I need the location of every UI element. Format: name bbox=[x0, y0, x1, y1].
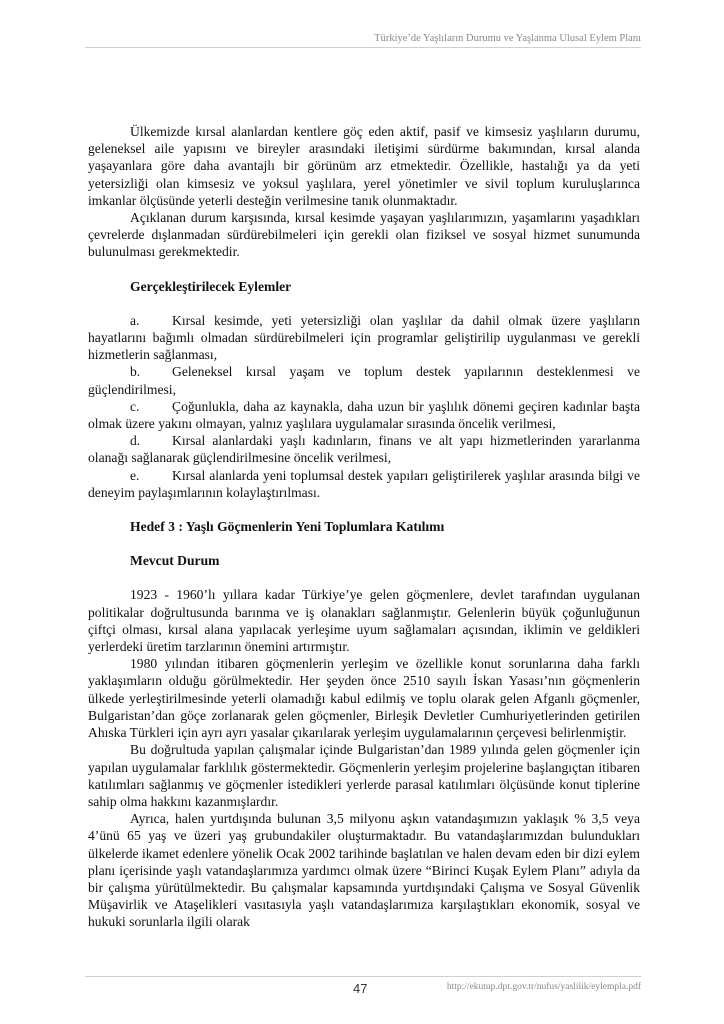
section-heading-actions: Gerçekleştirilecek Eylemler bbox=[130, 278, 292, 294]
paragraph: Ayrıca, halen yurtdışında bulunan 3,5 milyonu aşkın vatandaşımızın yaklaşık % 3,5 veya 4’ünü 65 yaş ve üzeri yaş grubundakiler oluşturmaktadır. Bu vatandaşlarımızdan bulundukları ülkelerde ikamet edenlere yönelik Ocak 2002 tarihinde başlatılan ve halen devam eden bir dizi eylem planı içerisinde yaşlı vatandaşlarımıza yardımcı olmak üzere “Birinci Kuşak Eylem Planı” adıyla da bir çalışma yürütülmektedir. Bu çalışmalar kapsamında yurtdışındaki Çalışma ve Sosyal Güvenlik Müşavirlik ve Ataşelikleri vasıtasıyla yaşlı vatandaşlarımıza karşılaştıkları ekonomik, sosyal ve hukuki sorunlarla ilgili olarak bbox=[88, 811, 640, 930]
paragraph: Bu doğrultuda yapılan çalışmalar içinde Bulgaristan’dan 1989 yılında gelen göçmenler için yapılan uygulamalar farklılık göstermektedir. Göçmenlerin yerleşim projelerine başlangıçtan itibaren katılımları sağlanmış ve göçmenler istedikleri yerlerde parasal katılımları ölçüsünde konut tiplerine sahip olma hakkını kazanmışlardır. bbox=[88, 742, 640, 809]
paragraph: Açıklanan durum karşısında, kırsal kesimde yaşayan yaşlılarımızın, yaşamlarını yaşadıkları çevrelerde dışlanmadan sürdürebilmeleri için gerekli olan fiziksel ve sosyal hizmet sunumunda bulunulması gerekmektedir. bbox=[88, 210, 640, 260]
action-label: e. bbox=[130, 467, 140, 483]
action-label: a. bbox=[130, 312, 140, 328]
section-heading-goal: Hedef 3 : Yaşlı Göçmenlerin Yeni Toplumlara Katılımı bbox=[130, 519, 445, 535]
action-text: Geleneksel kırsal yaşam ve toplum destek yapılarının desteklenmesi ve güçlendirilmesi, bbox=[88, 364, 640, 397]
page-number: 47 bbox=[353, 981, 368, 996]
document-title: Türkiye’de Yaşlıların Durumu ve Yaşlanma Ulusal Eylem Planı bbox=[374, 33, 641, 44]
action-item bbox=[88, 363, 640, 397]
action-text: Kırsal alanlarda yeni toplumsal destek yapıları geliştirilerek yaşlılar arasında bilgi ve deneyim paylaşımlarının kolaylaştırılması. bbox=[88, 467, 640, 500]
paragraph: 1923 - 1960’lı yıllara kadar Türkiye’ye gelen göçmenlere, devlet tarafından uygulanan politikalar doğrultusunda barınma ve iş olanakları sağlanmıştır. Gelenlerin büyük çoğunluğunun çiftçi olması, kırsal alana yapılacak yerleşime uyum sağlamaları açısından, iklimin ve geldikleri yerlerdeki üretim tarzlarının önemini artırmıştır. bbox=[88, 587, 640, 655]
page-header bbox=[85, 30, 641, 48]
action-label: b. bbox=[130, 364, 141, 380]
action-text: Çoğunlukla, daha az kaynakla, daha uzun bir yaşlılık dönemi geçiren kadınlar başta olmak üzere yakını olmayan, yalnız yaşlılara uygulamalar sırasında öncelik verilmesi, bbox=[88, 398, 640, 432]
section-heading-status: Mevcut Durum bbox=[130, 553, 220, 569]
action-item bbox=[88, 432, 640, 466]
action-text: Kırsal alanlardaki yaşlı kadınların, finans ve alt yapı hizmetlerinden yararlanma olanağı sağlanarak güçlendirilmesine öncelik verilmesi, bbox=[88, 433, 640, 466]
source-url: http://ekutup.dpt.gov.tr/nufus/yaslilik/eylempla.pdf bbox=[446, 982, 641, 992]
action-item bbox=[88, 312, 640, 364]
paragraph: Ülkemizde kırsal alanlardan kentlere göç eden aktif, pasif ve kimsesiz yaşlıların durumu, geleneksel aile yapısını ve bireyler arasındaki iletişimi sürdürme bakımından, kırsal alanda yaşayanlara göre daha avantajlı bir görünüm arz etmektedir. Özellikle, hastalığı ya da yeti yetersizliği olan kimsesiz ve yoksul yaşlılara, yerel yönetimler ve sivil toplum kuruluşlarınca imkanlar ölçüsünde yeterli desteğin verilmesine tanık olunmaktadır. bbox=[88, 124, 640, 208]
action-label: d. bbox=[130, 433, 141, 449]
page-footer bbox=[85, 976, 641, 997]
action-item bbox=[88, 467, 640, 501]
page-body bbox=[88, 123, 640, 931]
action-text: Kırsal kesimde, yeti yetersizliği olan yaşlılar da dahil olmak üzere yaşlıların hayatlarını bağımlı olmadan sürdürebilmeleri için programlar geliştirilip uygulanması ve gerekli hizmetlerin sağlanması, bbox=[88, 312, 640, 363]
action-label: c. bbox=[130, 398, 140, 414]
action-item bbox=[88, 398, 640, 432]
paragraph: 1980 yılından itibaren göçmenlerin yerleşim ve özellikle konut sorunlarına daha farklı yaklaşımların olduğu görülmektedir. Her şeyden önce 2510 sayılı İskan Yasası’nın göçmenlerin ülkede yerleştirilmesinde yeterli olamadığı kabul edilmiş ve toplu olarak gelen Afganlı göçmenler, Bulgaristan’dan göçe zorlanarak gelen göçmenler, Birleşik Devletler Cumhuriyetlerinden getirilen Ahıska Türkleri için ayrı ayrı yasalar çıkarılarak yerleşim uygulamalarının çerçevesi belirlenmiştir. bbox=[88, 656, 640, 741]
